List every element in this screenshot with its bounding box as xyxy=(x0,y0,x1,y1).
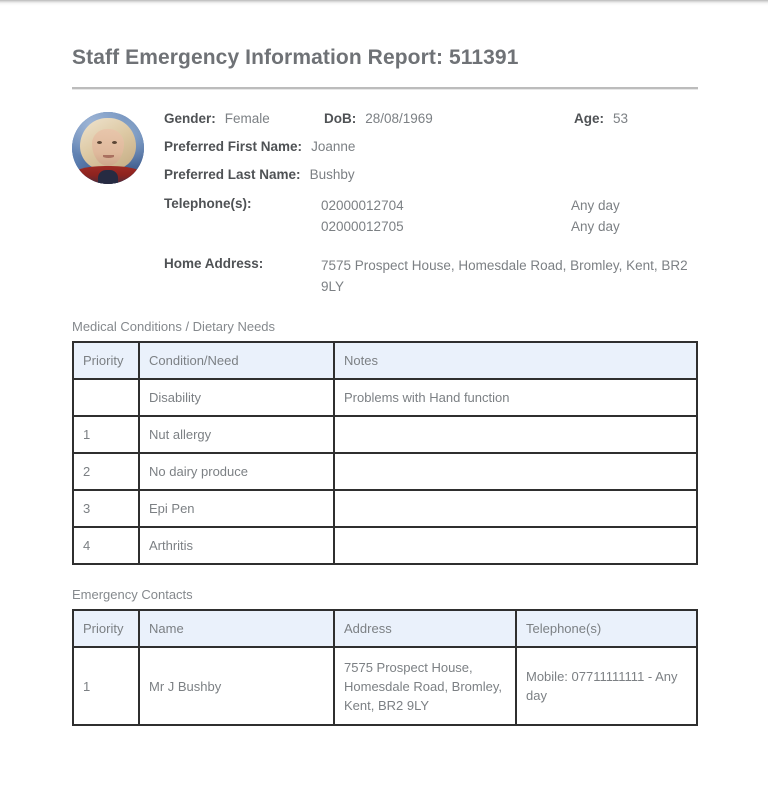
cell-notes: Problems with Hand function xyxy=(334,379,697,416)
dob-value: 28/08/1969 xyxy=(365,111,433,126)
age-label: Age: xyxy=(574,111,604,126)
cell-priority: 3 xyxy=(73,490,139,527)
home-address-label: Home Address: xyxy=(164,256,264,271)
identity-fields xyxy=(164,107,698,297)
telephones-label: Telephone(s): xyxy=(164,196,252,211)
column-header-condition: Condition/Need xyxy=(139,342,334,379)
gender-value: Female xyxy=(224,111,270,126)
cell-name: Mr J Bushby xyxy=(139,647,334,725)
field-preferred-first-name xyxy=(164,139,698,154)
cell-condition: Arthritis xyxy=(139,527,334,564)
contacts-section-label: Emergency Contacts xyxy=(72,587,193,602)
field-preferred-last-name xyxy=(164,167,698,182)
avatar-container xyxy=(72,107,164,184)
page-title: Staff Emergency Information Report: 511391 xyxy=(72,46,519,69)
column-header-priority: Priority xyxy=(73,342,139,379)
avatar xyxy=(72,112,144,184)
row-gender-dob-age xyxy=(164,111,698,126)
column-header-name: Name xyxy=(139,610,334,647)
cell-condition: Disability xyxy=(139,379,334,416)
table-row xyxy=(73,453,697,490)
table-row xyxy=(73,416,697,453)
field-home-address xyxy=(164,255,698,297)
title-divider xyxy=(72,87,698,90)
telephone-number: 02000012704 xyxy=(321,198,404,213)
preferred-first-name-label: Preferred First Name: xyxy=(164,139,303,154)
cell-priority: 1 xyxy=(73,647,139,725)
preferred-last-name-label: Preferred Last Name: xyxy=(164,167,301,182)
cell-telephone: Mobile: 07711111111 - Any day xyxy=(516,647,697,725)
age-value: 53 xyxy=(613,111,629,126)
telephone-availability: Any day xyxy=(571,219,620,234)
telephone-number: 02000012705 xyxy=(321,219,404,234)
telephones-label-cell xyxy=(164,195,321,237)
preferred-last-name-value: Bushby xyxy=(309,167,355,182)
telephone-availability: Any day xyxy=(571,198,620,213)
field-age xyxy=(574,111,628,126)
cell-notes xyxy=(334,416,697,453)
column-header-address: Address xyxy=(334,610,516,647)
column-header-notes: Notes xyxy=(334,342,697,379)
report-content xyxy=(72,0,698,726)
cell-priority: 2 xyxy=(73,453,139,490)
avatar-mouth xyxy=(103,155,114,158)
cell-condition: No dairy produce xyxy=(139,453,334,490)
dob-label: DoB: xyxy=(324,111,357,126)
gender-label: Gender: xyxy=(164,111,216,126)
field-gender xyxy=(164,111,324,126)
medical-conditions-table xyxy=(72,341,698,565)
column-header-priority: Priority xyxy=(73,610,139,647)
avatar-eye-left xyxy=(97,141,102,144)
avatar-collar xyxy=(98,170,118,184)
cell-notes xyxy=(334,490,697,527)
telephone-availabilities xyxy=(571,195,698,237)
cell-condition: Nut allergy xyxy=(139,416,334,453)
table-row xyxy=(73,527,697,564)
telephone-numbers xyxy=(321,195,571,237)
cell-priority xyxy=(73,379,139,416)
cell-address: 7575 Prospect House, Homesdale Road, Bromley, Kent, BR2 9LY xyxy=(334,647,516,725)
home-address-label-cell xyxy=(164,255,321,297)
cell-condition: Epi Pen xyxy=(139,490,334,527)
cell-notes xyxy=(334,527,697,564)
table-row xyxy=(73,647,697,725)
identity-block xyxy=(72,107,698,297)
table-header-row xyxy=(73,342,697,379)
emergency-contacts-table xyxy=(72,609,698,726)
avatar-eye-right xyxy=(112,141,117,144)
table-header-row xyxy=(73,610,697,647)
medical-section-label: Medical Conditions / Dietary Needs xyxy=(72,319,276,334)
preferred-first-name-value: Joanne xyxy=(311,139,356,154)
table-row xyxy=(73,379,697,416)
home-address-value: 7575 Prospect House, Homesdale Road, Bromley, Kent, BR2 9LY xyxy=(321,258,688,294)
table-row xyxy=(73,490,697,527)
field-dob xyxy=(324,111,574,126)
column-header-telephone: Telephone(s) xyxy=(516,610,697,647)
field-telephones xyxy=(164,195,698,237)
cell-notes xyxy=(334,453,697,490)
cell-priority: 4 xyxy=(73,527,139,564)
cell-priority: 1 xyxy=(73,416,139,453)
